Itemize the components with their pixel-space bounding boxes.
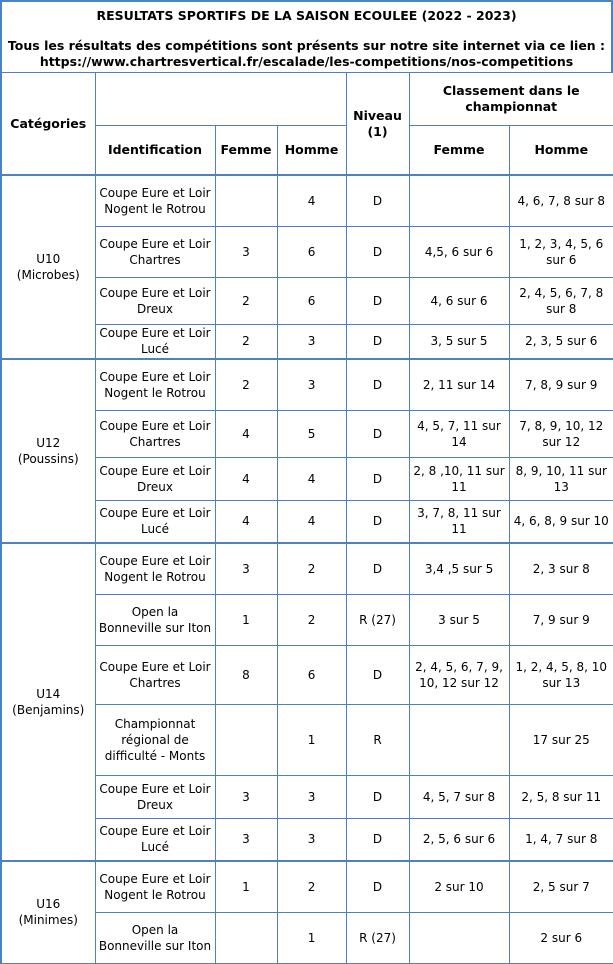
niveau-cell: R [346, 704, 409, 775]
document-title: RESULTATS SPORTIFS DE LA SAISON ECOULEE (2022 - 2023) [96, 8, 517, 23]
table-row [1, 861, 613, 912]
classement-homme-cell: 2 sur 6 [509, 912, 613, 963]
classement-homme-cell: 1, 2, 4, 5, 8, 10 sur 13 [509, 645, 613, 704]
results-body [1, 175, 613, 963]
classement-femme-cell: 2, 5, 6 sur 6 [409, 818, 509, 861]
identification-cell: Coupe Eure et Loir Lucé [95, 324, 215, 359]
table-row [1, 359, 613, 410]
homme-count-cell: 1 [277, 704, 346, 775]
homme-count-cell: 4 [277, 175, 346, 226]
femme-count-cell: 3 [215, 226, 277, 277]
classement-femme-cell: 3, 5 sur 5 [409, 324, 509, 359]
classement-homme-cell: 7, 8, 9, 10, 12 sur 12 [509, 410, 613, 457]
classement-femme-cell: 2, 8 ,10, 11 sur 11 [409, 457, 509, 500]
homme-count-cell: 5 [277, 410, 346, 457]
classement-femme-cell: 3 sur 5 [409, 594, 509, 645]
category-cell: U10 (Microbes) [1, 175, 95, 359]
identification-cell: Coupe Eure et Loir Lucé [95, 818, 215, 861]
homme-count-cell: 1 [277, 912, 346, 963]
femme-count-cell: 4 [215, 457, 277, 500]
classement-femme-cell: 2, 11 sur 14 [409, 359, 509, 410]
femme-count-cell: 8 [215, 645, 277, 704]
classement-homme-cell: 2, 5 sur 7 [509, 861, 613, 912]
classement-homme-cell: 2, 3 sur 8 [509, 543, 613, 594]
femme-count-cell: 4 [215, 500, 277, 543]
header-identification: Identification [95, 126, 215, 176]
femme-count-cell: 2 [215, 277, 277, 324]
classement-femme-cell: 4, 5, 7 sur 8 [409, 775, 509, 818]
niveau-cell: D [346, 226, 409, 277]
header-femme: Femme [215, 126, 277, 176]
document-header [0, 0, 613, 72]
identification-cell: Coupe Eure et Loir Nogent le Rotrou [95, 861, 215, 912]
femme-count-cell: 3 [215, 818, 277, 861]
category-cell: U14 (Benjamins) [1, 543, 95, 861]
identification-cell: Coupe Eure et Loir Chartres [95, 410, 215, 457]
document-subtitle: Tous les résultats des compétitions sont présents sur notre site internet via ce lien : [7, 38, 606, 53]
niveau-cell: D [346, 543, 409, 594]
classement-homme-cell: 2, 4, 5, 6, 7, 8 sur 8 [509, 277, 613, 324]
classement-femme-cell [409, 912, 509, 963]
identification-cell: Coupe Eure et Loir Chartres [95, 645, 215, 704]
niveau-cell: D [346, 775, 409, 818]
homme-count-cell: 6 [277, 645, 346, 704]
table-row [1, 175, 613, 226]
classement-homme-cell: 1, 4, 7 sur 8 [509, 818, 613, 861]
classement-femme-cell: 4,5, 6 sur 6 [409, 226, 509, 277]
classement-homme-cell: 8, 9, 10, 11 sur 13 [509, 457, 613, 500]
femme-count-cell: 3 [215, 543, 277, 594]
header-niveau: Niveau (1) [346, 73, 409, 176]
classement-femme-cell: 4, 6 sur 6 [409, 277, 509, 324]
classement-homme-cell: 7, 9 sur 9 [509, 594, 613, 645]
femme-count-cell: 1 [215, 594, 277, 645]
niveau-cell: D [346, 277, 409, 324]
identification-cell: Championnat régional de difficulté - Monts [95, 704, 215, 775]
femme-count-cell: 1 [215, 861, 277, 912]
identification-cell: Coupe Eure et Loir Nogent le Rotrou [95, 359, 215, 410]
header-classement: Classement dans le championnat [409, 73, 613, 126]
classement-homme-cell: 7, 8, 9 sur 9 [509, 359, 613, 410]
classement-femme-cell [409, 175, 509, 226]
niveau-cell: D [346, 175, 409, 226]
niveau-cell: D [346, 324, 409, 359]
classement-homme-cell: 2, 3, 5 sur 6 [509, 324, 613, 359]
classement-femme-cell: 2 sur 10 [409, 861, 509, 912]
homme-count-cell: 2 [277, 861, 346, 912]
femme-count-cell [215, 175, 277, 226]
femme-count-cell [215, 704, 277, 775]
homme-count-cell: 2 [277, 543, 346, 594]
homme-count-cell: 6 [277, 226, 346, 277]
header-classement-femme: Femme [409, 126, 509, 176]
classement-femme-cell: 4, 5, 7, 11 sur 14 [409, 410, 509, 457]
classement-homme-cell: 4, 6, 7, 8 sur 8 [509, 175, 613, 226]
results-table [0, 72, 613, 964]
niveau-cell: D [346, 359, 409, 410]
femme-count-cell: 4 [215, 410, 277, 457]
homme-count-cell: 6 [277, 277, 346, 324]
header-homme: Homme [277, 126, 346, 176]
femme-count-cell: 2 [215, 324, 277, 359]
homme-count-cell: 3 [277, 324, 346, 359]
identification-cell: Coupe Eure et Loir Nogent le Rotrou [95, 175, 215, 226]
niveau-cell: R (27) [346, 912, 409, 963]
header-categories: Catégories [1, 73, 95, 176]
homme-count-cell: 2 [277, 594, 346, 645]
identification-cell: Coupe Eure et Loir Nogent le Rotrou [95, 543, 215, 594]
niveau-cell: D [346, 861, 409, 912]
homme-count-cell: 3 [277, 775, 346, 818]
category-cell: U12 (Poussins) [1, 359, 95, 543]
femme-count-cell [215, 912, 277, 963]
niveau-cell: D [346, 818, 409, 861]
classement-homme-cell: 1, 2, 3, 4, 5, 6 sur 6 [509, 226, 613, 277]
identification-cell: Coupe Eure et Loir Dreux [95, 277, 215, 324]
homme-count-cell: 4 [277, 500, 346, 543]
classement-homme-cell: 4, 6, 8, 9 sur 10 [509, 500, 613, 543]
header-classement-homme: Homme [509, 126, 613, 176]
niveau-cell: D [346, 500, 409, 543]
table-row [1, 543, 613, 594]
classement-femme-cell: 3, 7, 8, 11 sur 11 [409, 500, 509, 543]
classement-homme-cell: 17 sur 25 [509, 704, 613, 775]
classement-femme-cell: 3,4 ,5 sur 5 [409, 543, 509, 594]
homme-count-cell: 3 [277, 359, 346, 410]
identification-cell: Coupe Eure et Loir Lucé [95, 500, 215, 543]
identification-cell: Coupe Eure et Loir Dreux [95, 775, 215, 818]
identification-cell: Open la Bonneville sur Iton [95, 912, 215, 963]
niveau-cell: D [346, 410, 409, 457]
femme-count-cell: 2 [215, 359, 277, 410]
category-cell: U16 (Minimes) [1, 861, 95, 963]
classement-femme-cell [409, 704, 509, 775]
niveau-cell: R (27) [346, 594, 409, 645]
femme-count-cell: 3 [215, 775, 277, 818]
header-blank [95, 73, 346, 126]
classement-homme-cell: 2, 5, 8 sur 11 [509, 775, 613, 818]
identification-cell: Coupe Eure et Loir Chartres [95, 226, 215, 277]
niveau-cell: D [346, 645, 409, 704]
competitions-link[interactable]: https://www.chartresvertical.fr/escalade/les-competitions/nos-competitions [39, 54, 574, 69]
homme-count-cell: 3 [277, 818, 346, 861]
identification-cell: Coupe Eure et Loir Dreux [95, 457, 215, 500]
niveau-cell: D [346, 457, 409, 500]
identification-cell: Open la Bonneville sur Iton [95, 594, 215, 645]
classement-femme-cell: 2, 4, 5, 6, 7, 9, 10, 12 sur 12 [409, 645, 509, 704]
homme-count-cell: 4 [277, 457, 346, 500]
